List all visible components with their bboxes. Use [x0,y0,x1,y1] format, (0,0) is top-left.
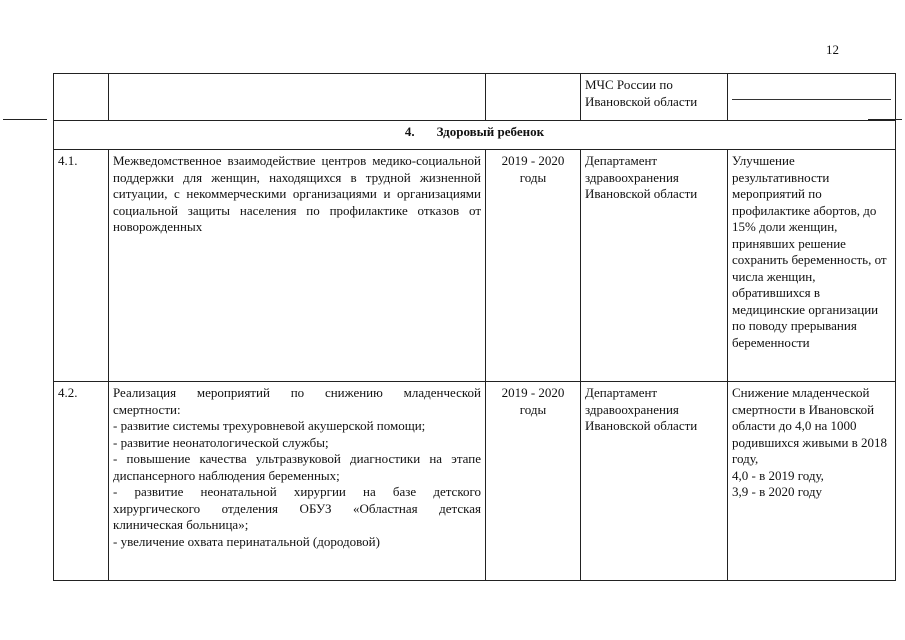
result-line: 3,9 - в 2020 году [732,484,822,499]
table-row [54,150,896,382]
cell-result [728,382,896,581]
activity-line: - развитие неонатологической службы; [113,434,329,450]
cell-executor: МЧС России по Ивановской области [581,74,728,121]
cell-result [728,74,896,121]
activity-line: - повышение качества ультразвуковой диагностики на этапе диспансерного наблюдения беременных; [113,451,481,483]
cell-term: 2019 - 2020 годы [486,150,581,382]
activity-line: - увеличение охвата перинатальной (дородовой) [113,533,380,549]
section-row [54,121,896,150]
margin-line-left [3,119,47,120]
cell-activity: Межведомственное взаимодействие центров медико-социальной поддержки для женщин, находящихся в трудной жизненной ситуации, с некоммерческими организациями и организациями социальной защиты населения по профилактике отказов от новорожденных [109,150,486,382]
activity-line: - развитие неонатальной хирургии на базе детского хирургического отделения ОБУЗ «Областная детская клиническая больница»; [113,484,481,532]
section-heading [54,121,896,150]
section-title: Здоровый ребенок [436,124,545,139]
cell-result: Улучшение результативности мероприятий по профилактике абортов, до 15% доли женщин, принявших решение сохранить беременность, от числа женщин, обратившихся в медицинские организации по поводу прерывания беременности [728,150,896,382]
action-plan-table [53,73,896,581]
cell-number: 4.2. [54,382,109,581]
result-line: 4,0 - в 2019 году, [732,467,824,483]
result-line: Снижение младенческой смертности в Ивановской области до 4,0 на 1000 родившихся живыми в 2018 году, [732,385,888,466]
cell-activity [109,74,486,121]
cell-term: 2019 - 2020 годы [486,382,581,581]
table-row [54,382,896,581]
cell-number: 4.1. [54,150,109,382]
result-underline [732,99,891,100]
activity-line: Реализация мероприятий по снижению младенческой смертности: [113,385,481,417]
cell-executor: Департамент здравоохранения Ивановской области [581,150,728,382]
activity-line: - развитие системы трехуровневой акушерской помощи; [113,418,426,433]
page-number: 12 [826,42,839,57]
section-number: 4. [404,124,415,139]
cell-term [486,74,581,121]
table-row [54,74,896,121]
cell-executor: Департамент здравоохранения Ивановской области [581,382,728,581]
cell-number [54,74,109,121]
cell-activity [109,382,486,581]
